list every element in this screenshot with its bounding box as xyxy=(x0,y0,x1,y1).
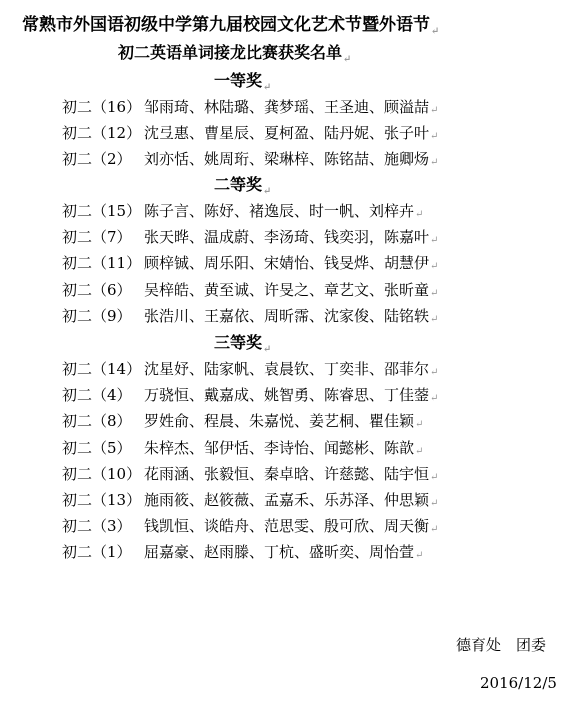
class-label: 初二（4） xyxy=(62,385,132,404)
paragraph-mark-icon: ↵ xyxy=(430,497,439,509)
list-item xyxy=(62,278,438,300)
winner-names: 沈弖惠、曹星辰、夏柯盈、陆丹妮、张子叶 xyxy=(144,123,430,142)
class-label: 初二（10） xyxy=(62,464,142,483)
winner-names: 朱梓杰、邹伊恬、李诗怡、闻懿彬、陈歆 xyxy=(144,438,415,457)
winner-names: 屈嘉豪、赵雨滕、丁杭、盛昕奕、周怡萱 xyxy=(144,542,415,561)
paragraph-mark-icon: ↵ xyxy=(263,186,272,197)
paragraph-mark-icon: ↵ xyxy=(430,130,439,142)
list-item xyxy=(62,409,423,431)
list-item xyxy=(62,514,438,536)
class-label: 初二（11） xyxy=(62,253,142,272)
winner-names: 花雨涵、张毅恒、秦卓晗、许慈懿、陆宇恒 xyxy=(144,464,430,483)
class-label: 初二（5） xyxy=(62,438,132,457)
paragraph-mark-icon: ↵ xyxy=(430,287,439,299)
winner-names: 邹雨琦、林陆璐、龚梦瑶、王圣迪、顾溢喆 xyxy=(144,97,430,116)
list-item xyxy=(62,540,423,562)
class-label: 初二（16） xyxy=(62,97,142,116)
paragraph-mark-icon: ↵ xyxy=(430,392,439,404)
list-item xyxy=(62,225,438,247)
paragraph-mark-icon: ↵ xyxy=(430,366,439,378)
class-label: 初二（14） xyxy=(62,359,142,378)
paragraph-mark-icon: ↵ xyxy=(430,104,439,116)
paragraph-mark-icon: ↵ xyxy=(415,418,424,430)
class-label: 初二（9） xyxy=(62,306,132,325)
list-item xyxy=(62,436,423,458)
winner-names: 万骁恒、戴嘉成、姚智勇、陈睿思、丁佳蓥 xyxy=(144,385,430,404)
list-item xyxy=(62,95,438,117)
list-item xyxy=(62,121,438,143)
paragraph-mark-icon: ↵ xyxy=(430,234,439,246)
class-label: 初二（7） xyxy=(62,227,132,246)
document-title: 常熟市外国语初级中学第九届校园文化艺术节暨外语节$_↵$ xyxy=(22,15,440,37)
paragraph-mark-icon: ↵ xyxy=(415,445,424,457)
list-item xyxy=(62,304,438,326)
document-subtitle: 初二英语单词接龙比赛获奖名单$_↵$ xyxy=(118,43,352,65)
class-label: 初二（3） xyxy=(62,516,132,535)
section-heading: 三等奖$_↵$ xyxy=(214,333,272,355)
winner-names: 沈星妤、陆家帆、袁晨钦、丁奕非、邵菲尔 xyxy=(144,359,430,378)
class-label: 初二（1） xyxy=(62,542,132,561)
list-item xyxy=(62,357,438,379)
paragraph-mark-icon: ↵ xyxy=(343,54,352,65)
class-label: 初二（6） xyxy=(62,280,132,299)
winner-names: 罗姓俞、程晨、朱嘉悦、姜艺桐、瞿佳颖 xyxy=(144,411,415,430)
list-item xyxy=(62,488,438,510)
footer-organizers: 德育处 团委 xyxy=(456,636,547,654)
section-heading: 一等奖$_↵$ xyxy=(214,71,272,93)
paragraph-mark-icon: ↵ xyxy=(263,344,272,355)
class-label: 初二（15） xyxy=(62,201,142,220)
winner-names: 施雨筱、赵筱薇、孟嘉禾、乐苏泽、仲思颖 xyxy=(144,490,430,509)
winner-names: 张天晔、温成蔚、李汤琦、钱奕羽，陈嘉叶 xyxy=(144,227,430,246)
paragraph-mark-icon: ↵ xyxy=(430,156,439,168)
class-label: 初二（2） xyxy=(62,149,132,168)
winner-names: 钱凯恒、谈皓舟、范思雯、殷可欣、周天衡 xyxy=(144,516,430,535)
winner-names: 吴梓皓、黄至诚、许旻之、章艺文、张昕童 xyxy=(144,280,430,299)
paragraph-mark-icon: ↵ xyxy=(415,549,424,561)
class-label: 初二（12） xyxy=(62,123,142,142)
section-heading: 二等奖$_↵$ xyxy=(214,175,272,197)
paragraph-mark-icon: ↵ xyxy=(430,523,439,535)
paragraph-mark-icon: ↵ xyxy=(430,260,439,272)
list-item xyxy=(62,199,423,221)
list-item xyxy=(62,147,438,169)
paragraph-mark-icon: ↵ xyxy=(430,313,439,325)
paragraph-mark-icon: ↵ xyxy=(415,208,424,220)
winner-names: 张浩川、王嘉依、周昕霈、沈家俊、陆铭轶 xyxy=(144,306,430,325)
list-item xyxy=(62,251,438,273)
list-item xyxy=(62,383,438,405)
paragraph-mark-icon: ↵ xyxy=(430,471,439,483)
paragraph-mark-icon: ↵ xyxy=(263,82,272,93)
list-item xyxy=(62,462,438,484)
class-label: 初二（8） xyxy=(62,411,132,430)
winner-names: 刘亦恬、姚周珩、梁琳梓、陈铭喆、施卿炀 xyxy=(144,149,430,168)
class-label: 初二（13） xyxy=(62,490,142,509)
winner-names: 顾梓铖、周乐阳、宋婧怡、钱旻烨、胡慧伊 xyxy=(144,253,430,272)
winner-names: 陈子言、陈妤、褚逸辰、时一帆、刘梓卉 xyxy=(144,201,415,220)
footer-date: 2016/12/5 xyxy=(480,674,557,692)
paragraph-mark-icon: ↵ xyxy=(431,26,440,37)
